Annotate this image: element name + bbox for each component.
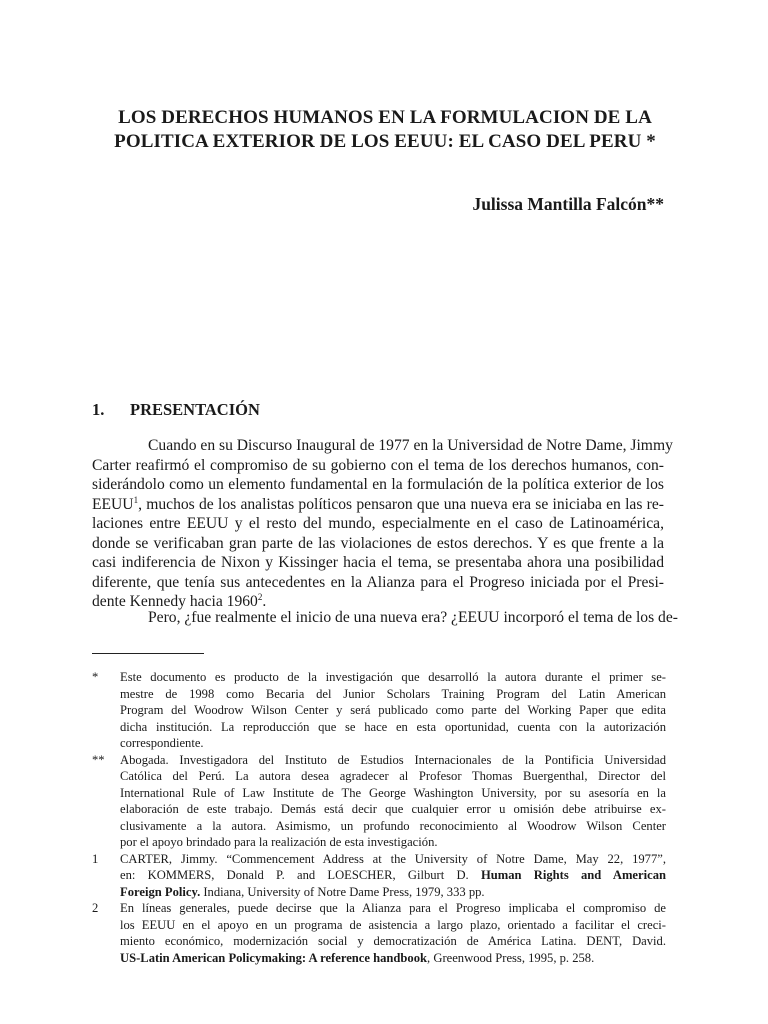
text-run: en: KOMMERS, Donald P. and LOESCHER, Gilburt D.	[120, 868, 481, 882]
text-run: , Greenwood Press, 1995, p. 258.	[427, 950, 595, 965]
paragraph-line	[92, 495, 664, 515]
footnote-line: mestre de 1998 como Becaria del Junior Scholars Training Program del Latin American	[120, 686, 666, 701]
paragraph-line: donde se verificaban gran parte de las violaciones de estos derechos. Y es que frente a la	[92, 534, 664, 552]
section-title: PRESENTACIÓN	[130, 400, 260, 419]
paragraph-line: Carter reafirmó el compromiso de su gobierno con el tema de los derechos humanos, con-	[92, 456, 664, 474]
footnote-ref-1: 1	[133, 494, 139, 505]
footnote-ref-2: 2	[257, 592, 263, 602]
book-title: US-Latin American Policymaking: A reference handbook	[120, 950, 428, 965]
title-line-2: POLITICA EXTERIOR DE LOS EEUU: EL CASO DEL PERU *	[114, 131, 656, 152]
footnote-line	[120, 884, 666, 901]
footnotes	[92, 669, 666, 966]
footnote-separator	[92, 653, 204, 654]
footnote-line: Católica del Perú. La autora desea agradecer al Profesor Thomas Buergenthal, Director del	[120, 769, 666, 783]
footnote-line	[120, 867, 666, 884]
footnote-line: CARTER, Jimmy. “Commencement Address at the University of Notre Dame, May 22, 1977”,	[120, 851, 666, 866]
text-run: Indiana, University of Notre Dame Press, 1979, 333 pp.	[200, 884, 485, 899]
book-title: Human Rights and American	[480, 868, 666, 882]
footnote-marker: *	[92, 670, 99, 684]
book-title: Foreign Policy.	[120, 884, 201, 899]
text-run: EEUU	[92, 495, 134, 513]
section-number: 1.	[92, 400, 105, 419]
footnote-1	[92, 851, 666, 901]
footnote-line: Abogada. Investigadora del Instituto de Estudios Internacionales de la Pontificia Universidad	[120, 752, 666, 767]
footnote-line	[120, 950, 666, 967]
text-run: dente Kennedy hacia 1960	[92, 593, 258, 610]
paragraph-line: Pero, ¿fue realmente el inicio de una nueva era? ¿EEUU incorporó el tema de los de-	[148, 609, 678, 626]
title-line-1: LOS DERECHOS HUMANOS EN LA FORMULACION DE LA	[118, 107, 652, 128]
footnote-doublestar	[92, 752, 666, 851]
paragraph-line: diferente, que tenía sus antecedentes en la Alianza para el Progreso iniciada por el Presi-	[92, 573, 664, 591]
section-heading	[92, 400, 260, 420]
paragraph-1	[92, 436, 673, 612]
footnote-line: En líneas generales, puede decirse que la Alianza para el Progreso implicaba el compromiso de	[120, 901, 666, 915]
paragraph-line: laciones entre EEUU y el resto del mundo, especialmente en el caso de Latinoamérica,	[92, 515, 664, 532]
article-title	[90, 106, 680, 154]
footnote-line: dicha institución. La reproducción que se hace en esta oportunidad, cuenta con la autorización	[120, 719, 666, 734]
footnote-star	[92, 669, 666, 752]
author-name: Julissa Mantilla Falcón**	[472, 194, 664, 214]
footnote-marker: 1	[92, 851, 99, 866]
footnote-line: Este documento es producto de la investigación que desarrolló la autora durante el primer se-	[120, 670, 666, 684]
paragraph-line: casi indiferencia de Nixon y Kissinger hacia el tema, se presentaba ahora una posibilidad	[92, 554, 664, 571]
paragraph-2	[92, 608, 678, 628]
footnote-line: clusivamente a la autora. Asimismo, un profundo reconocimiento al Woodrow Wilson Center	[120, 818, 666, 833]
footnote-line: los EEUU en el apoyo en un programa de asistencia a largo plazo, orientado a facilitar el creci-	[120, 917, 666, 932]
footnote-marker: 2	[92, 901, 99, 915]
footnote-line: por el apoyo brindado para la realización de esta investigación.	[120, 835, 438, 849]
footnote-2	[92, 900, 666, 966]
footnote-line: International Rule of Law Institute de The George Washington University, por su asesoría en la	[120, 785, 666, 800]
footnote-line: Program del Woodrow Wilson Center y será publicado como parte del Working Paper que edita	[120, 703, 666, 717]
footnote-line: miento económico, modernización social y democratización de América Latina. DENT, David.	[120, 934, 666, 948]
text-run: .	[262, 593, 267, 610]
paragraph-line: Cuando en su Discurso Inaugural de 1977 en la Universidad de Notre Dame, Jimmy	[148, 437, 673, 454]
text-run: , muchos de los analistas políticos pensaron que una nueva era se iniciaba en las re-	[138, 495, 664, 513]
footnote-marker: **	[92, 752, 105, 767]
paragraph-line: siderándolo como un elemento fundamental en la formulación de la política exterior de los	[92, 476, 664, 493]
footnote-line: correspondiente.	[120, 736, 204, 750]
footnote-line: elaboración de este trabajo. Demás está decir que cualquier error u omisión debe atribuirse ex-	[120, 802, 666, 816]
